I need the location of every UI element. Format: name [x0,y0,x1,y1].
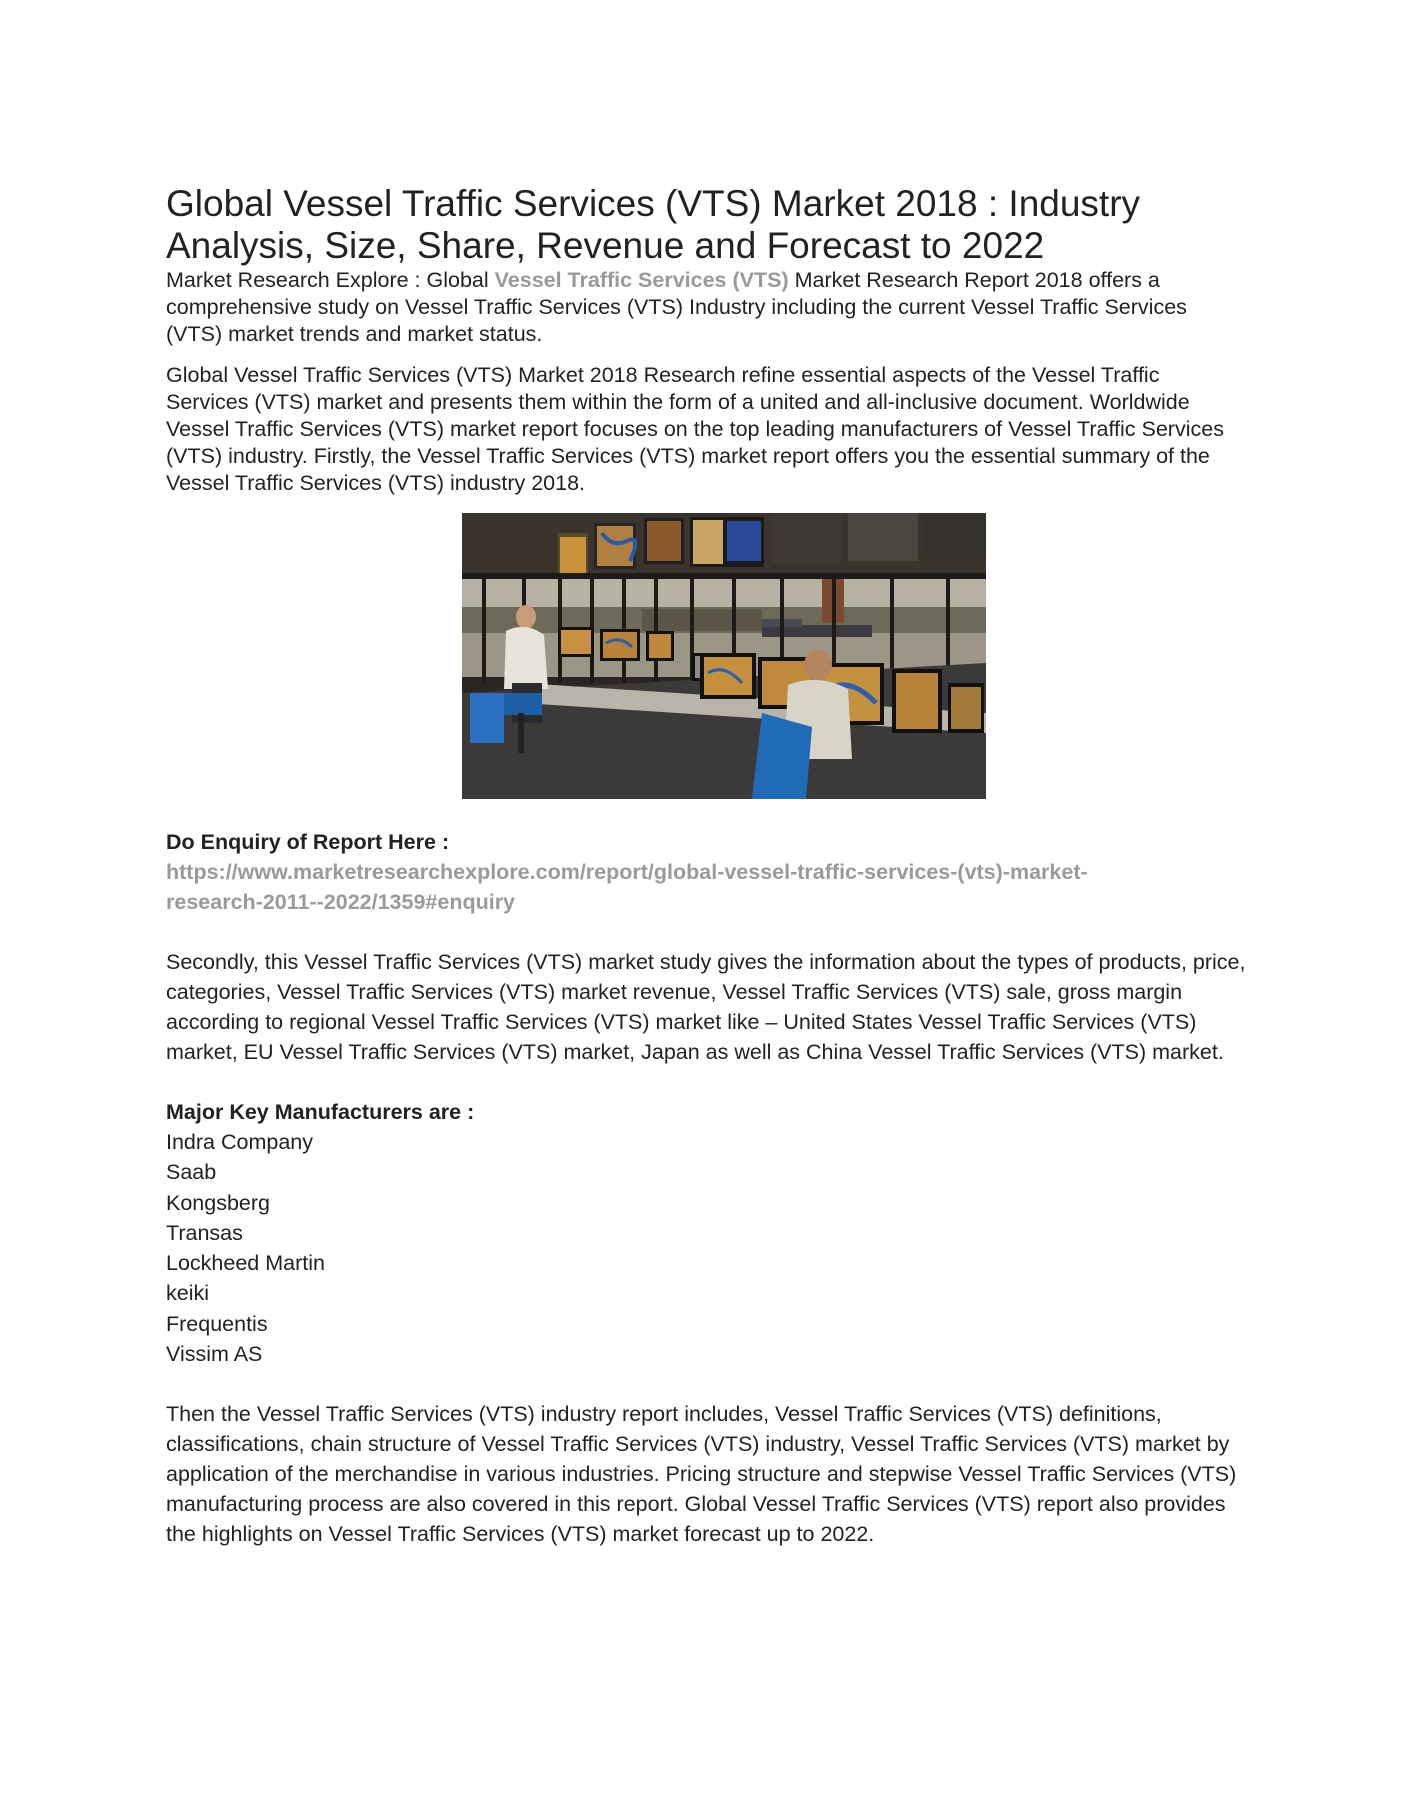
vts-keyword-link[interactable]: Vessel Traffic Services (VTS) [494,268,789,292]
intro-paragraph [166,267,1246,348]
list-item: Indra Company [166,1130,313,1154]
summary-paragraph: Global Vessel Traffic Services (VTS) Market 2018 Research refine essential aspects of the Vessel Traffic Services (VTS) market and presents them within the form of a united and all-inclusive document. Worldwide Vessel Traffic Services (VTS) market report focuses on the top leading manufacturers of Vessel Traffic Services (VTS) industry. Firstly, the Vessel Traffic Services (VTS) market report offers you the essential summary of the Vessel Traffic Services (VTS) industry 2018. [166,363,1224,495]
page-title [166,183,1246,267]
list-item: Vissim AS [166,1342,263,1367]
figure-container [166,513,1246,799]
intro-prefix: Market Research Explore : Global [166,268,495,292]
enquiry-url-line-2: research-2011--2022/1359#enquiry [166,890,516,914]
list-item: Lockheed Martin [166,1251,325,1276]
intro-suffix: Market Research Report 2018 offers a comprehensive study on Vessel Traffic Services (VTS) Industry including the current Vessel Traffic Services (VTS) market trends and market status. [166,268,1187,346]
enquiry-url-line-1: https://www.marketresearchexplore.com/report/global-vessel-traffic-services-(vts)-market- [166,860,1088,884]
list-item: keiki [166,1281,210,1306]
list-item: Kongsberg [166,1190,270,1215]
list-item: Frequentis [166,1311,268,1336]
manufacturers-list [166,1127,1246,1369]
document-page [166,183,1246,1549]
vts-control-room-image [462,513,986,799]
title-line-1: Global Vessel Traffic Services (VTS) Market 2018 : Industry [166,183,1141,224]
report-contents-paragraph: Then the Vessel Traffic Services (VTS) industry report includes, Vessel Traffic Services (VTS) definitions, classifications, chain structure of Vessel Traffic Services (VTS) industry, Vessel Traffic Services (VTS) market by application of the merchandise in various industries. Pricing structure and stepwise Vessel Traffic Services (VTS) manufacturing process are also covered in this report. Global Vessel Traffic Services (VTS) report also provides the highlights on Vessel Traffic Services (VTS) market forecast up to 2022. [166,1402,1237,1547]
market-study-paragraph: Secondly, this Vessel Traffic Services (VTS) market study gives the information about the types of products, price, categories, Vessel Traffic Services (VTS) market revenue, Vessel Traffic Services (VTS) sale, gross margin according to regional Vessel Traffic Services (VTS) market like – United States Vessel Traffic Services (VTS) market, EU Vessel Traffic Services (VTS) market, Japan as well as China Vessel Traffic Services (VTS) market. [166,950,1246,1064]
list-item: Transas [166,1220,243,1245]
enquiry-link[interactable] [166,857,1246,917]
title-line-2: Analysis, Size, Share, Revenue and Forecast to 2022 [166,225,1045,266]
manufacturers-heading: Major Key Manufacturers are : [166,1100,475,1124]
list-item: Saab [166,1160,217,1185]
enquiry-heading: Do Enquiry of Report Here : [166,830,450,854]
